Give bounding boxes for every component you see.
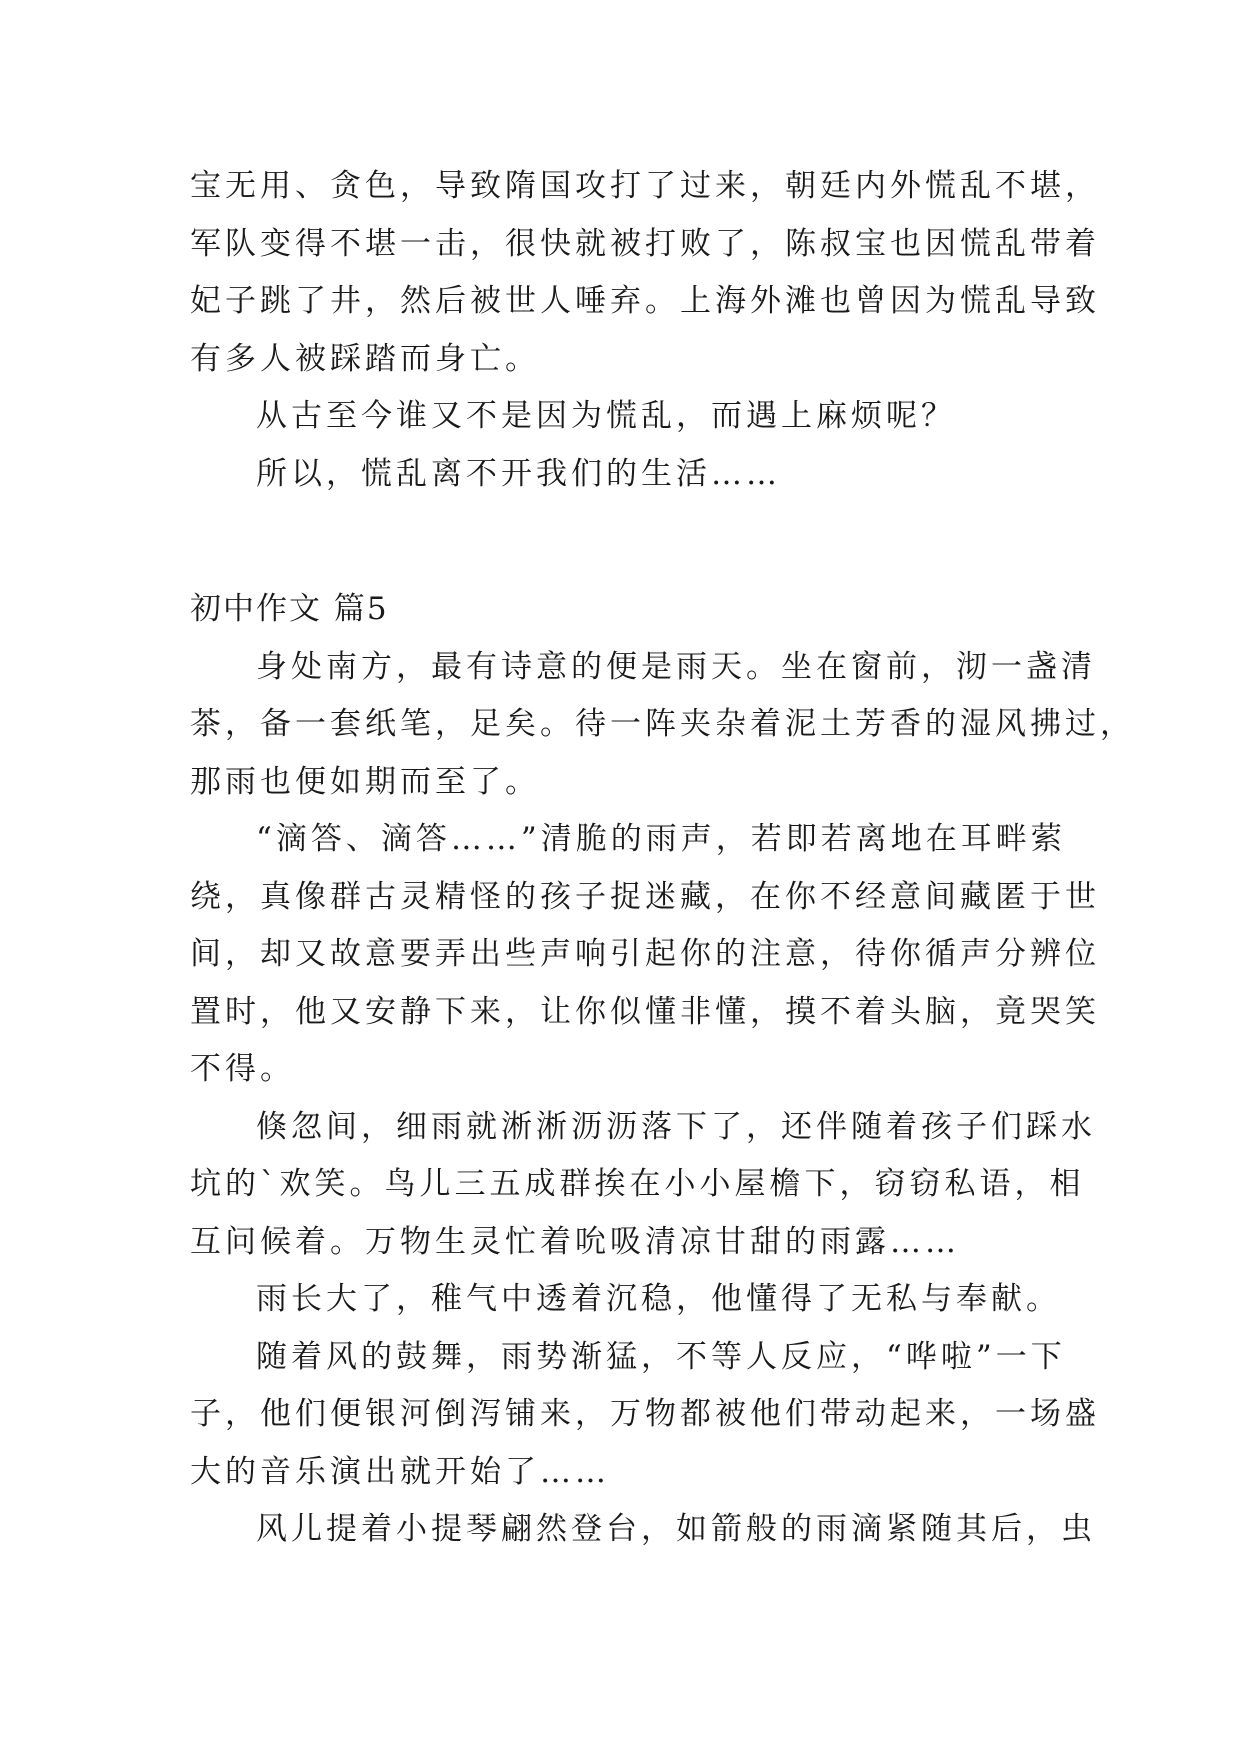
text-line: 大的音乐演出就开始了……: [190, 1453, 610, 1490]
section-heading: 初中作文 篇5: [190, 591, 389, 627]
paragraph: [190, 1099, 1096, 1272]
paragraph: 所以，慌乱离不开我们的生活……: [256, 455, 781, 492]
text-line: 绕，真像群古灵精怪的孩子捉迷藏，在你不经意间藏匿于世: [190, 878, 1100, 915]
text-line: 置时，他又安静下来，让你似懂非懂，摸不着头脑，竟哭笑: [190, 993, 1100, 1030]
text-line: 茶，备一套纸笔，足矣。待一阵夹杂着泥土芳香的湿风拂过，: [190, 706, 1135, 742]
text-line: 有多人被踩踏而身亡。: [190, 340, 540, 377]
text-line: 坑的`欢笑。鸟儿三五成群挨在小小屋檐下，窃窃私语，相: [190, 1166, 1085, 1202]
paragraph: [190, 158, 1100, 388]
text-line: 宝无用、贪色，导致隋国攻打了过来，朝廷内外慌乱不堪，: [190, 168, 1100, 204]
paragraph: [190, 811, 1100, 1099]
text-line: 那雨也便如期而至了。: [190, 763, 540, 800]
paragraph: [190, 1329, 1100, 1502]
paragraph: [190, 639, 1135, 812]
paragraph: 雨长大了，稚气中透着沉稳，他懂得了无私与奉献。: [256, 1281, 1061, 1317]
text-line: 随着风的鼓舞，雨势渐猛，不等人反应，“哗啦”一下: [256, 1338, 1066, 1375]
text-line: 倏忽间，细雨就淅淅沥沥落下了，还伴随着孩子们踩水: [256, 1108, 1096, 1145]
paragraph: 从古至今谁又不是因为慌乱，而遇上麻烦呢？: [256, 398, 956, 434]
text-line: 互问候着。万物生灵忙着吮吸清凉甘甜的雨露……: [190, 1223, 960, 1260]
paragraph: 风儿提着小提琴翩然登台，如箭般的雨滴紧随其后，虫: [256, 1511, 1096, 1547]
document-page: [190, 158, 1135, 1559]
text-line: “滴答、滴答……”清脆的雨声，若即若离地在耳畔萦: [256, 821, 1066, 857]
section-gap: [190, 503, 1070, 581]
text-line: 不得。: [190, 1051, 295, 1087]
text-line: 子，他们便银河倒泻铺来，万物都被他们带动起来，一场盛: [190, 1396, 1100, 1432]
text-line: 军队变得不堪一击，很快就被打败了，陈叔宝也因慌乱带着: [190, 225, 1100, 262]
text-line: 间，却又故意要弄出些声响引起你的注意，待你循声分辨位: [190, 936, 1100, 972]
text-line: 身处南方，最有诗意的便是雨天。坐在窗前，沏一盏清: [256, 648, 1096, 685]
text-line: 妃子跳了井，然后被世人唾弃。上海外滩也曾因为慌乱导致: [190, 283, 1100, 319]
